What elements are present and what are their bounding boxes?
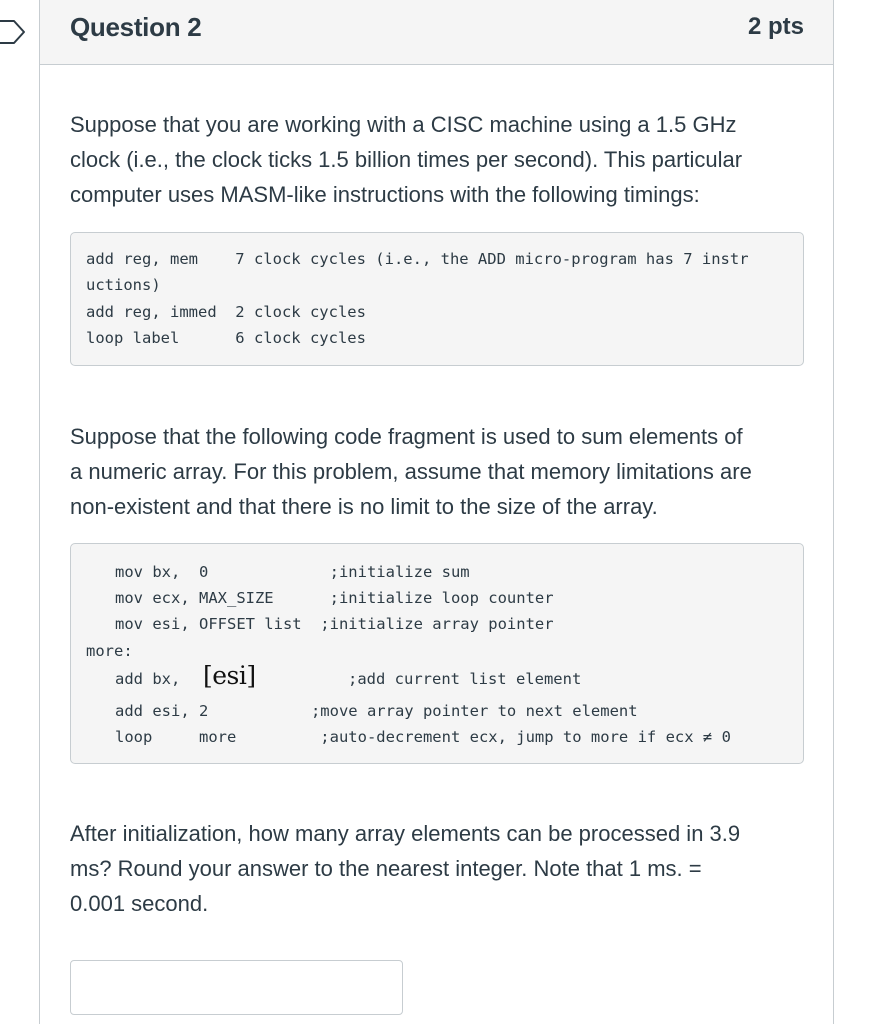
question-paragraph <box>70 816 810 921</box>
code-line: loop label 6 clock cycles <box>86 329 366 347</box>
esi-operand-image: [esi] <box>203 661 256 690</box>
code-line: mov ecx, MAX_SIZE ;initialize loop counter <box>115 589 554 607</box>
question-line: 0.001 second. <box>70 891 209 916</box>
code-line: mov bx, 0 ;initialize sum <box>115 563 470 581</box>
intro-line: clock (i.e., the clock ticks 1.5 billion times per second). This particular <box>70 147 743 172</box>
code-line: add bx, <box>115 670 181 688</box>
question-marker-icon <box>0 18 26 46</box>
question-card <box>39 0 834 1024</box>
code-line: add reg, mem 7 clock cycles (i.e., the ADD micro-program has 7 instr <box>86 250 749 268</box>
code-comment: ;add current list element <box>348 670 582 688</box>
timings-code-block <box>70 232 804 366</box>
question-header <box>40 0 833 65</box>
code-line: add reg, immed 2 clock cycles <box>86 303 366 321</box>
question-points: 2 pts <box>747 13 804 40</box>
code-line: add esi, 2 ;move array pointer to next element <box>115 702 638 720</box>
question-line: After initialization, how many array elements can be processed in 3.9 <box>70 821 741 846</box>
middle-line: non-existent and that there is no limit to the size of the array. <box>70 494 658 519</box>
code-line: uctions) <box>86 276 161 294</box>
intro-line: Suppose that you are working with a CISC machine using a 1.5 GHz <box>70 112 737 137</box>
middle-paragraph <box>70 419 810 524</box>
intro-line: computer uses MASM-like instructions with the following timings: <box>70 182 700 207</box>
fragment-code-block <box>70 543 804 764</box>
middle-line: a numeric array. For this problem, assume that memory limitations are <box>70 459 752 484</box>
code-label: more: <box>86 642 133 660</box>
middle-line: Suppose that the following code fragment is used to sum elements of <box>70 424 743 449</box>
question-title: Question 2 <box>70 12 202 42</box>
answer-input[interactable] <box>70 960 403 1015</box>
code-line: mov esi, OFFSET list ;initialize array pointer <box>115 615 554 633</box>
question-line: ms? Round your answer to the nearest integer. Note that 1 ms. = <box>70 856 702 881</box>
intro-paragraph <box>70 107 810 212</box>
code-line: loop more ;auto-decrement ecx, jump to more if ecx ≠ 0 <box>115 728 731 746</box>
